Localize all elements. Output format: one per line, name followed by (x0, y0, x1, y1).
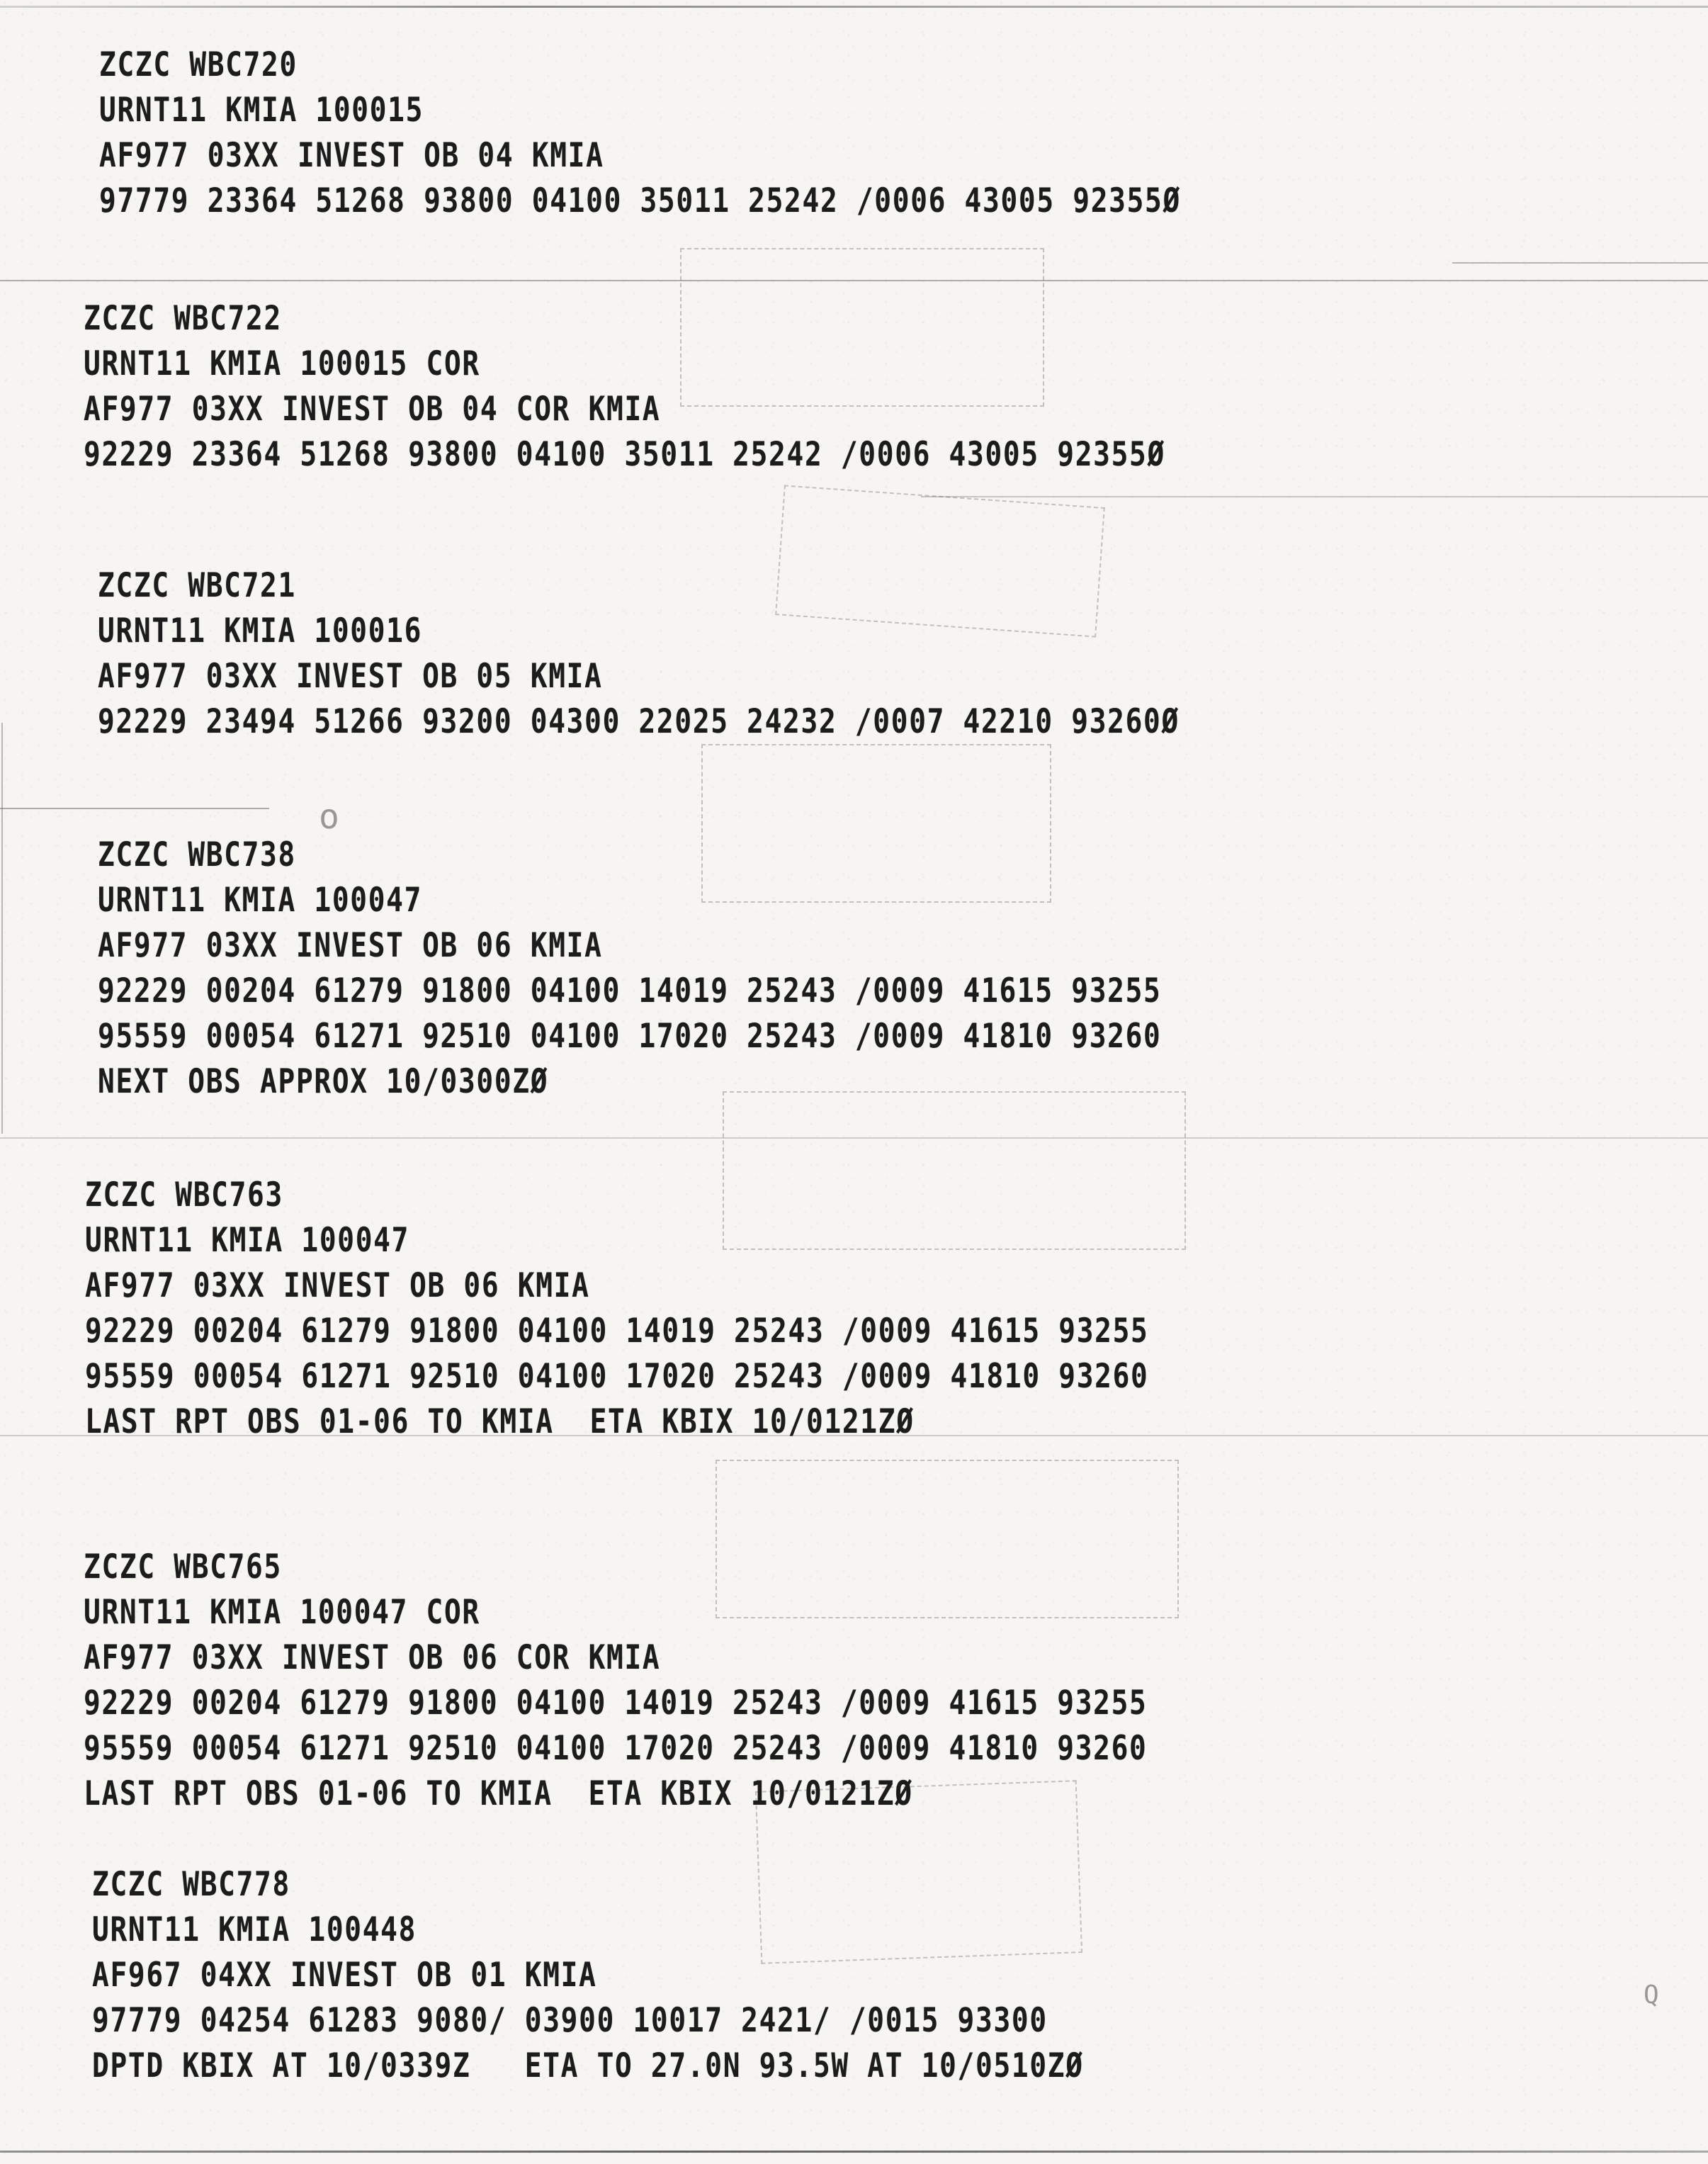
bulletin-obs-data: 95559 00054 61271 92510 04100 17020 25243 /0009 41810 93260 (98, 1017, 1162, 1056)
bulletin-flight-line: AF977 03XX INVEST OB 04 KMIA (99, 136, 604, 175)
paper-bottom-edge (0, 2151, 1708, 2153)
bulletin-obs-data: 97779 04254 61283 9080/ 03900 10017 2421/ /0015 93300 (92, 2001, 1048, 2040)
bulletin-remark: NEXT OBS APPROX 10/0300ZØ (98, 1062, 549, 1101)
bulletin-header: ZCZC WBC738 (98, 835, 296, 874)
bulletin-routing-line: URNT11 KMIA 100047 (85, 1221, 410, 1260)
bulletin-wbc778 (92, 1862, 1272, 2089)
bulletin-header: ZCZC WBC778 (92, 1865, 290, 1904)
bulletin-flight-line: AF977 03XX INVEST OB 05 KMIA (98, 657, 603, 696)
bulletin-header: ZCZC WBC763 (85, 1176, 283, 1215)
bulletin-obs-data: 97779 23364 51268 93800 04100 35011 25242 /0006 43005 92355Ø (99, 181, 1181, 220)
bulletin-wbc720 (99, 43, 1387, 224)
bulletin-obs-data: 95559 00054 61271 92510 04100 17020 25243 /0009 41810 93260 (84, 1729, 1148, 1768)
bulletin-remark: LAST RPT OBS 01-06 TO KMIA ETA KBIX 10/0121ZØ (85, 1402, 915, 1441)
bulletin-obs-data: 95559 00054 61271 92510 04100 17020 25243 /0009 41810 93260 (85, 1357, 1149, 1396)
bulletin-wbc738 (98, 833, 1364, 1105)
separator-rule (0, 808, 269, 809)
bulletin-flight-line: AF977 03XX INVEST OB 06 COR KMIA (84, 1638, 661, 1677)
bulletin-remark: DPTD KBIX AT 10/0339Z ETA TO 27.0N 93.5W AT 10/0510ZØ (92, 2046, 1084, 2085)
paper-left-edge (1, 723, 3, 1134)
bulletin-obs-data: 92229 00204 61279 91800 04100 14019 25243 /0009 41615 93255 (98, 971, 1162, 1010)
bulletin-wbc763 (85, 1173, 1352, 1445)
bulletin-routing-line: URNT11 KMIA 100448 (92, 1910, 417, 1949)
bulletin-wbc722 (84, 296, 1372, 478)
bulletin-header: ZCZC WBC722 (84, 299, 282, 338)
bulletin-header: ZCZC WBC765 (84, 1548, 282, 1587)
bulletin-header: ZCZC WBC721 (98, 566, 296, 605)
bulletin-flight-line: AF977 03XX INVEST OB 04 COR KMIA (84, 390, 661, 429)
smudge-mark: Q (1644, 1980, 1659, 2010)
bulletin-flight-line: AF977 03XX INVEST OB 06 KMIA (85, 1266, 590, 1305)
bulletin-routing-line: URNT11 KMIA 100047 (98, 881, 423, 920)
bulletin-obs-data: 92229 23494 51266 93200 04300 22025 24232 /0007 42210 93260Ø (98, 702, 1180, 741)
bulletin-routing-line: URNT11 KMIA 100015 (99, 91, 424, 130)
bulletin-wbc765 (84, 1545, 1350, 1817)
bulletin-flight-line: AF967 04XX INVEST OB 01 KMIA (92, 1956, 597, 1995)
bulletin-routing-line: URNT11 KMIA 100016 (98, 612, 423, 650)
separator-rule (921, 496, 1708, 497)
bulletin-wbc721 (98, 563, 1386, 745)
bulletin-obs-data: 92229 00204 61279 91800 04100 14019 25243 /0009 41615 93255 (84, 1684, 1148, 1723)
paper-top-edge (0, 6, 1708, 8)
bulletin-routing-line: URNT11 KMIA 100015 COR (84, 344, 480, 383)
bulletin-obs-data: 92229 00204 61279 91800 04100 14019 25243 /0009 41615 93255 (85, 1312, 1149, 1351)
bulletin-obs-data: 92229 23364 51268 93800 04100 35011 25242 /0006 43005 92355Ø (84, 435, 1165, 474)
bulletin-flight-line: AF977 03XX INVEST OB 06 KMIA (98, 926, 603, 965)
bulletin-header: ZCZC WBC720 (99, 45, 298, 84)
bulletin-routing-line: URNT11 KMIA 100047 COR (84, 1593, 480, 1632)
bulletin-remark: LAST RPT OBS 01-06 TO KMIA ETA KBIX 10/0121ZØ (84, 1774, 913, 1813)
smudge-mark: o (319, 797, 339, 837)
separator-rule (1452, 262, 1708, 264)
